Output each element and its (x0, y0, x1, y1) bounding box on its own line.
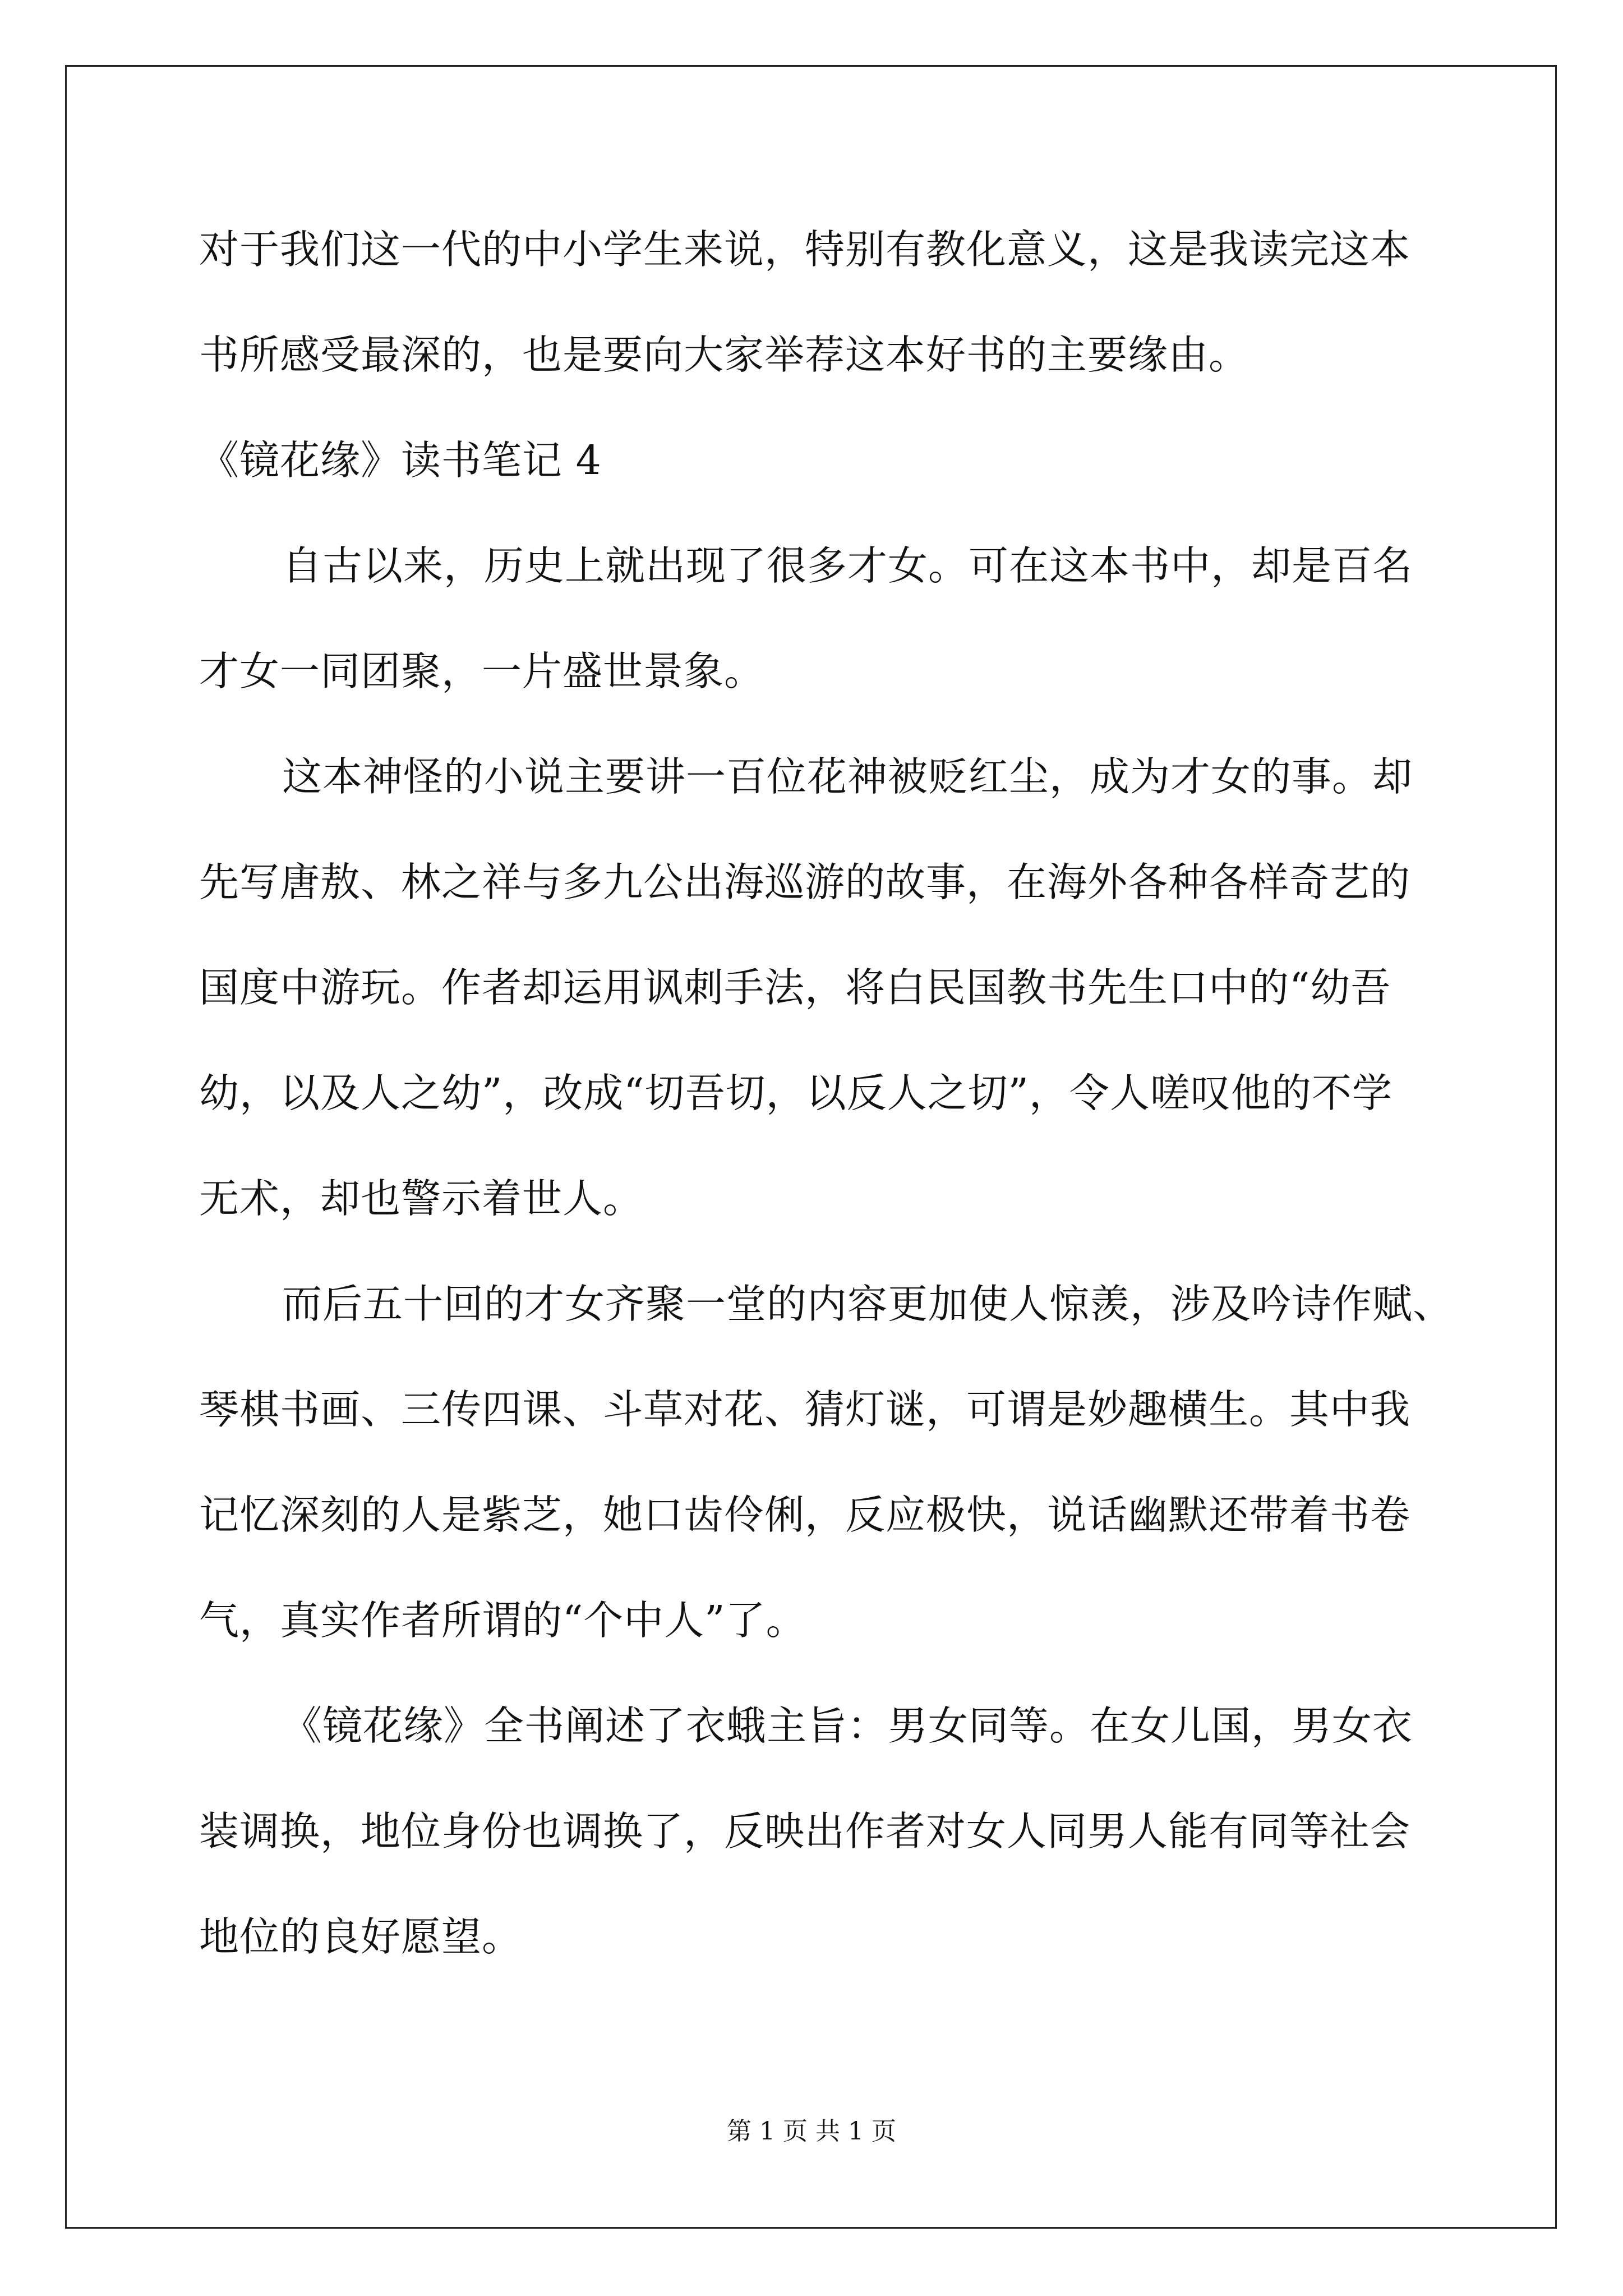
paragraph-line: 国度中游玩。作者却运用讽刺手法，将白民国教书先生口中的“幼吾 (199, 964, 1391, 1011)
paragraph-line: 气，真实作者所谓的“个中人”了。 (199, 1597, 806, 1644)
paragraph-line: 这本神怪的小说主要讲一百位花神被贬红尘，成为才女的事。却 (282, 753, 1413, 800)
paragraph-line: 对于我们这一代的中小学生来说，特别有教化意义，这是我读完这本 (199, 226, 1411, 273)
paragraph-line: 自古以来，历史上就出现了很多才女。可在这本书中，却是百名 (282, 542, 1413, 589)
paragraph-line: 《镜花缘》全书阐述了衣蛾主旨：男女同等。在女儿国，男女衣 (282, 1703, 1413, 1749)
paragraph-line: 无术，却也警示着世人。 (199, 1175, 644, 1222)
page-number-footer: 第 1 页 共 1 页 (727, 2117, 896, 2146)
page-frame (65, 65, 1557, 2229)
paragraph-line: 地位的良好愿望。 (199, 1913, 523, 1960)
paragraph-line: 装调换，地位身份也调换了，反映出作者对女人同男人能有同等社会 (199, 1808, 1411, 1855)
paragraph-line: 书所感受最深的，也是要向大家举荐这本好书的主要缘由。 (199, 332, 1249, 378)
paragraph-line: 而后五十回的才女齐聚一堂的内容更加使人惊羡，涉及吟诗作赋、 (282, 1281, 1454, 1327)
paragraph-line: 先写唐敖、林之祥与多九公出海巡游的故事，在海外各种各样奇艺的 (199, 859, 1411, 905)
section-heading: 《镜花缘》读书笔记 4 (199, 437, 602, 484)
paragraph-line: 琴棋书画、三传四课、斗草对花、猜灯谜，可谓是妙趣横生。其中我 (199, 1386, 1411, 1433)
paragraph-line: 记忆深刻的人是紫芝，她口齿伶俐，反应极快，说话幽默还带着书卷 (199, 1492, 1411, 1538)
paragraph-line: 才女一同团聚，一片盛世景象。 (199, 648, 765, 694)
paragraph-line: 幼，以及人之幼”，改成“切吾切，以反人之切”，令人嗟叹他的不学 (199, 1070, 1393, 1116)
